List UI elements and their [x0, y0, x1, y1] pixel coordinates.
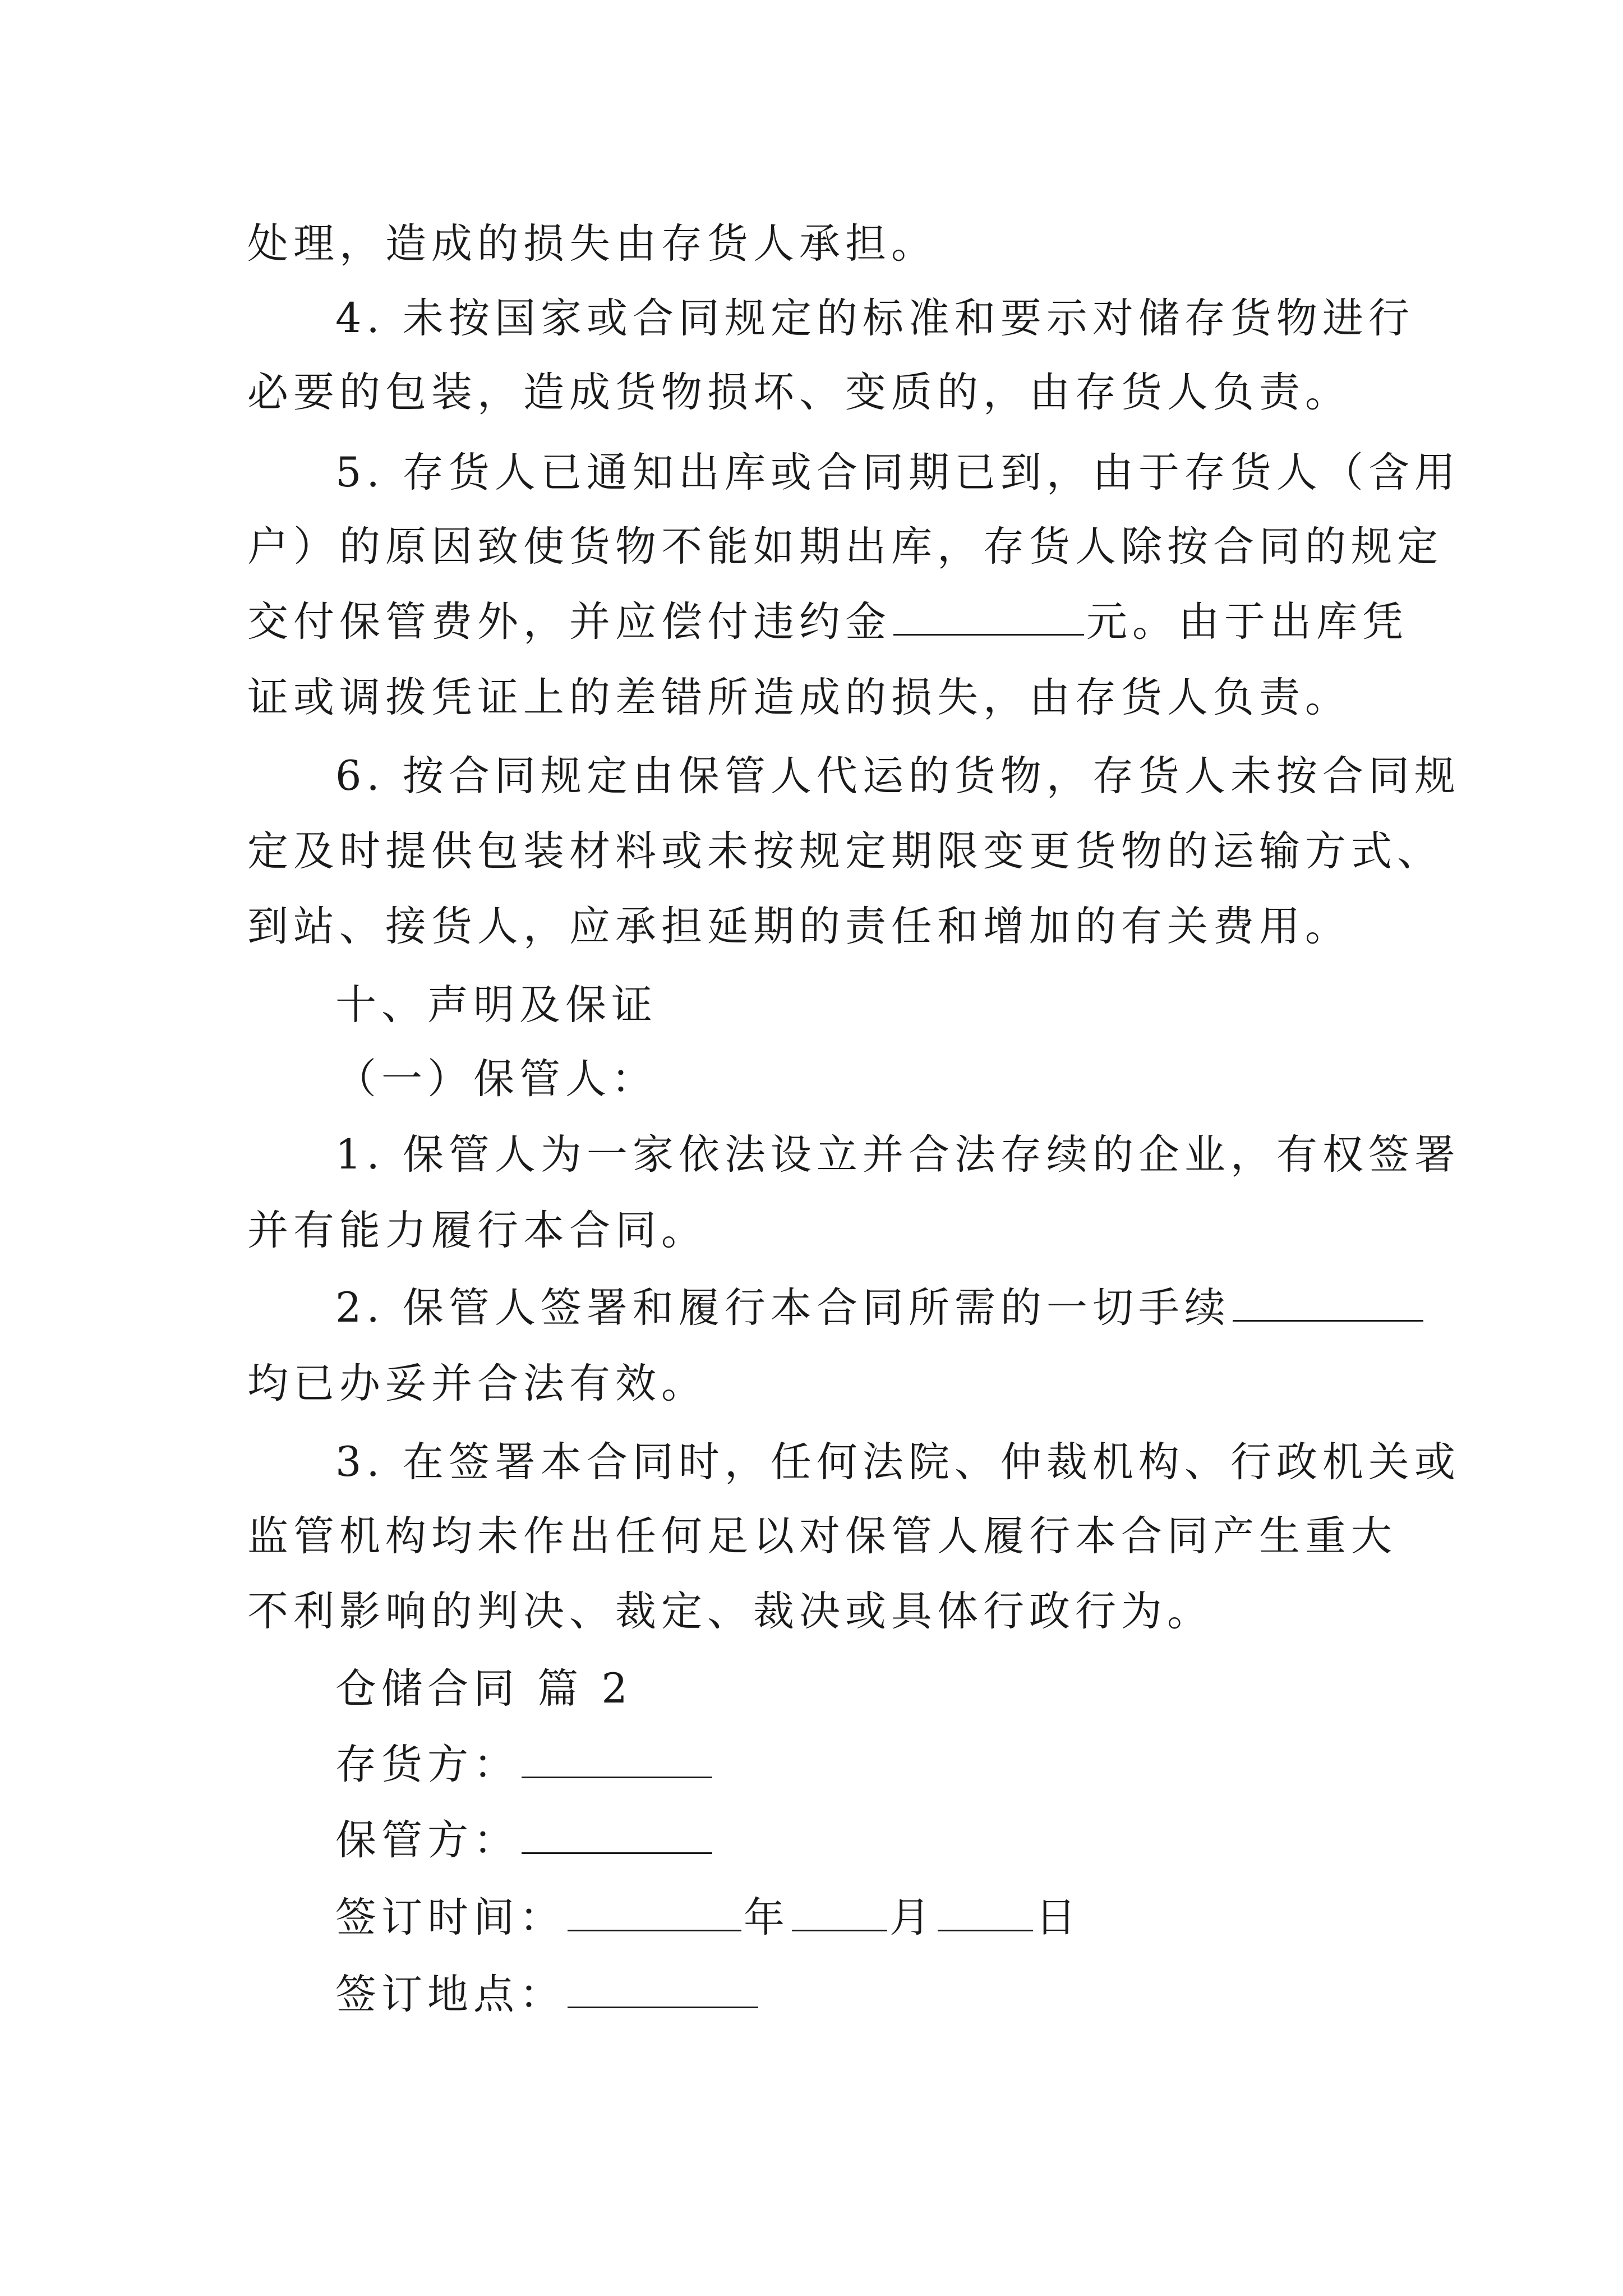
text-line — [247, 671, 1351, 725]
text-segment: 存货方： — [335, 1741, 519, 1788]
text-segment: 2. 保管人签署和履行本合同所需的一切手续 — [335, 1284, 1230, 1332]
text-segment: 户）的原因致使货物不能如期出库，存货人除按合同的规定 — [247, 523, 1443, 570]
signing-place-line — [335, 1968, 760, 2022]
text-line — [247, 1510, 1397, 1563]
fill-in-blank — [1233, 1286, 1423, 1322]
fill-in-blank — [522, 1743, 712, 1778]
text-line — [335, 1128, 1460, 1182]
signing-date-line — [335, 1891, 1081, 1945]
text-segment: 月 — [889, 1894, 935, 1941]
text-segment: 日 — [1035, 1894, 1081, 1941]
text-segment: 到站、接货人，应承担延期的责任和增加的有关费用。 — [247, 903, 1351, 950]
depositor-line — [335, 1738, 714, 1792]
text-segment: 证或调拨凭证上的差错所造成的损失，由存货人负责。 — [247, 674, 1351, 721]
fill-in-blank — [522, 1819, 712, 1854]
text-segment: 元。由于出库凭 — [1086, 598, 1408, 646]
text-line — [247, 1585, 1213, 1639]
text-line — [247, 217, 937, 271]
text-segment: 十、声明及保证 — [335, 981, 657, 1029]
fill-in-blank — [568, 1896, 741, 1931]
contract-title — [335, 1662, 633, 1716]
text-segment: 6. 按合同规定由保管人代运的货物，存货人未按合同规 — [335, 752, 1460, 800]
text-segment: 监管机构均未作出任何足以对保管人履行本合同产生重大 — [247, 1512, 1397, 1560]
text-segment: 不利影响的判决、裁定、裁决或具体行政行为。 — [247, 1588, 1213, 1635]
fill-in-blank — [792, 1896, 887, 1931]
text-segment: 交付保管费外，并应偿付违约金 — [247, 598, 891, 646]
fill-in-blank — [893, 600, 1084, 636]
text-segment: 保管方： — [335, 1816, 519, 1864]
text-segment: 仓储合同 篇 2 — [335, 1665, 633, 1713]
fill-in-blank — [938, 1896, 1033, 1931]
text-line — [335, 1435, 1460, 1489]
text-segment: 1. 保管人为一家依法设立并合法存续的企业，有权签署 — [335, 1131, 1460, 1179]
text-segment: 年 — [744, 1894, 790, 1941]
text-line — [247, 366, 1351, 420]
subsection-heading — [335, 1052, 657, 1106]
text-line — [335, 292, 1414, 346]
text-line — [247, 520, 1443, 574]
text-line — [247, 900, 1351, 954]
text-line — [247, 1357, 707, 1411]
text-line — [247, 595, 1408, 649]
text-segment: 处理，造成的损失由存货人承担。 — [247, 220, 937, 268]
text-segment: 4. 未按国家或合同规定的标准和要示对储存货物进行 — [335, 295, 1414, 342]
text-segment: 均已办妥并合法有效。 — [247, 1360, 707, 1407]
text-segment: 签订地点： — [335, 1971, 565, 2018]
fill-in-blank — [568, 1973, 758, 2008]
custodian-line — [335, 1814, 714, 1867]
text-line — [247, 825, 1443, 878]
text-line — [247, 1204, 707, 1258]
text-segment: 定及时提供包装材料或未按规定期限变更货物的运输方式、 — [247, 827, 1443, 875]
section-heading — [335, 978, 657, 1032]
text-line — [335, 446, 1460, 500]
text-line — [335, 749, 1460, 803]
text-segment: （一）保管人： — [335, 1055, 657, 1103]
text-segment: 5. 存货人已通知出库或合同期已到，由于存货人（含用 — [335, 449, 1460, 496]
text-segment: 签订时间： — [335, 1894, 565, 1941]
text-segment: 3. 在签署本合同时，任何法院、仲裁机构、行政机关或 — [335, 1438, 1460, 1486]
text-line — [335, 1281, 1426, 1335]
text-segment: 并有能力履行本合同。 — [247, 1207, 707, 1254]
text-segment: 必要的包装，造成货物损坏、变质的，由存货人负责。 — [247, 369, 1351, 416]
